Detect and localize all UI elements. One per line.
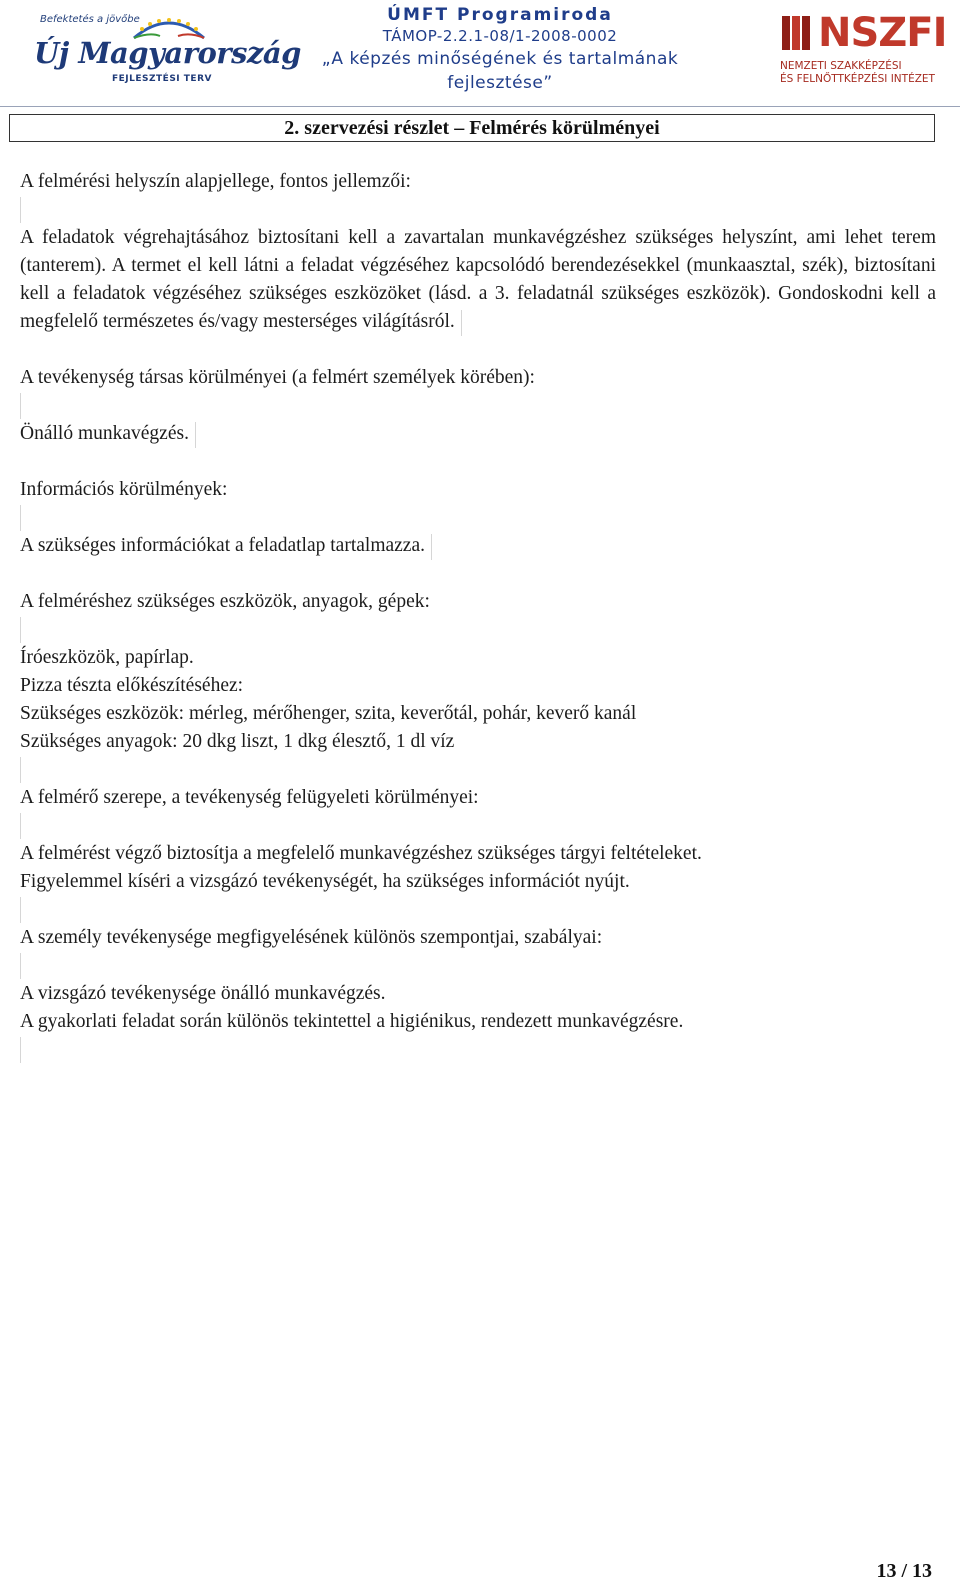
header-divider [0,106,960,107]
logo-title: Új Magyarország [34,36,301,70]
logo-tagline: Befektetés a jövőbe [40,14,140,25]
paragraph-spacer [20,952,936,980]
observe-heading: A személy tevékenysége megfigyelésének különös szempontjai, szabályai: [20,927,603,948]
paragraph-spacer [20,560,936,588]
paragraph-spacer [20,616,936,644]
observe-line: A gyakorlati feladat során különös tekintettel a higiénikus, rendezett munkavégzésre. [20,1011,684,1032]
paragraph-mark [431,534,432,560]
role-line: A felmérést végző biztosítja a megfelelő munkavégzéshez szükséges tárgyi feltételeket. [20,843,702,864]
info-text-content: A szükséges információkat a feladatlap tartalmazza. [20,535,425,556]
paragraph-mark [20,897,21,923]
nszfi-line2: ÉS FELNŐTTKÉPZÉSI INTÉZET [780,73,935,85]
social-text-content: Önálló munkavégzés. [20,423,189,444]
paragraph-spacer [20,504,936,532]
location-text [20,224,936,336]
paragraph-mark [20,757,21,783]
logo-subtitle: FEJLESZTÉSI TERV [112,74,212,84]
paragraph-spacer [20,336,936,364]
paragraph-spacer [20,896,936,924]
location-heading: A felmérési helyszín alapjellege, fontos jellemzői: [20,171,411,192]
page-header [0,0,960,108]
paragraph-mark [20,505,21,531]
role-line: Figyelemmel kíséri a vizsgázó tevékenységét, ha szükséges információt nyújt. [20,871,630,892]
paragraph-mark [195,422,196,448]
project-title-line2: fejlesztése” [447,73,553,93]
nszfi-full-name [780,60,935,86]
paragraph-spacer [20,448,936,476]
nszfi-line1: NEMZETI SZAKKÉPZÉSI [780,60,902,72]
paragraph-mark [20,617,21,643]
nszfi-mark-icon [780,12,814,54]
social-text [20,420,936,448]
paragraph-spacer [20,812,936,840]
social-heading: A tevékenység társas körülményei (a felmért személyek körében): [20,367,535,388]
paragraph-mark [20,953,21,979]
nszfi-logo [780,12,950,92]
observe-line: A vizsgázó tevékenysége önálló munkavégzés. [20,983,386,1004]
paragraph-spacer [20,196,936,224]
paragraph-spacer [20,1036,936,1064]
paragraph-mark [20,393,21,419]
paragraph-mark [20,197,21,223]
tools-line: Szükséges anyagok: 20 dkg liszt, 1 dkg élesztő, 1 dl víz [20,731,455,752]
project-code: TÁMOP-2.2.1-08/1-2008-0002 [382,27,618,45]
program-office-name: ÚMFT Programiroda [387,5,613,25]
paragraph-mark [461,310,462,336]
program-office-info [300,4,700,95]
role-heading: A felmérő szerepe, a tevékenység felügyeleti körülményei: [20,787,479,808]
paragraph-mark [20,1037,21,1063]
tools-line: Szükséges eszközök: mérleg, mérőhenger, szita, keverőtál, pohár, keverő kanál [20,703,637,724]
nszfi-name: NSZFI [818,10,947,56]
tools-heading: A felméréshez szükséges eszközök, anyagok, gépek: [20,591,430,612]
document-body [20,168,936,1064]
info-text [20,532,936,560]
tools-line: Íróeszközök, papírlap. [20,647,194,668]
paragraph-spacer [20,756,936,784]
uj-magyarorszag-logo [34,8,301,100]
section-title: 2. szervezési részlet – Felmérés körülményei [9,114,935,142]
page-number: 13 / 13 [876,1560,932,1582]
project-title-line1: „A képzés minőségének és tartalmának [321,49,679,69]
paragraph-mark [20,813,21,839]
tools-line: Pizza tészta előkészítéséhez: [20,675,244,696]
info-heading: Információs körülmények: [20,479,228,500]
location-text-content: A feladatok végrehajtásához biztosítani kell a zavartalan munkavégzéshez szükséges helyszínt, ami lehet terem (tanterem). A termet el kell látni a feladat végzéséhez kapcsolódó berendezésekkel (munkaasztal, szék), biztosítani kell a feladatok végzéséhez szükséges eszközöket (lásd. a 3. feladatnál szükséges eszközök). Gondoskodni kell a megfelelő természetes és/vagy mesterséges világításról. [20,227,936,332]
paragraph-spacer [20,392,936,420]
